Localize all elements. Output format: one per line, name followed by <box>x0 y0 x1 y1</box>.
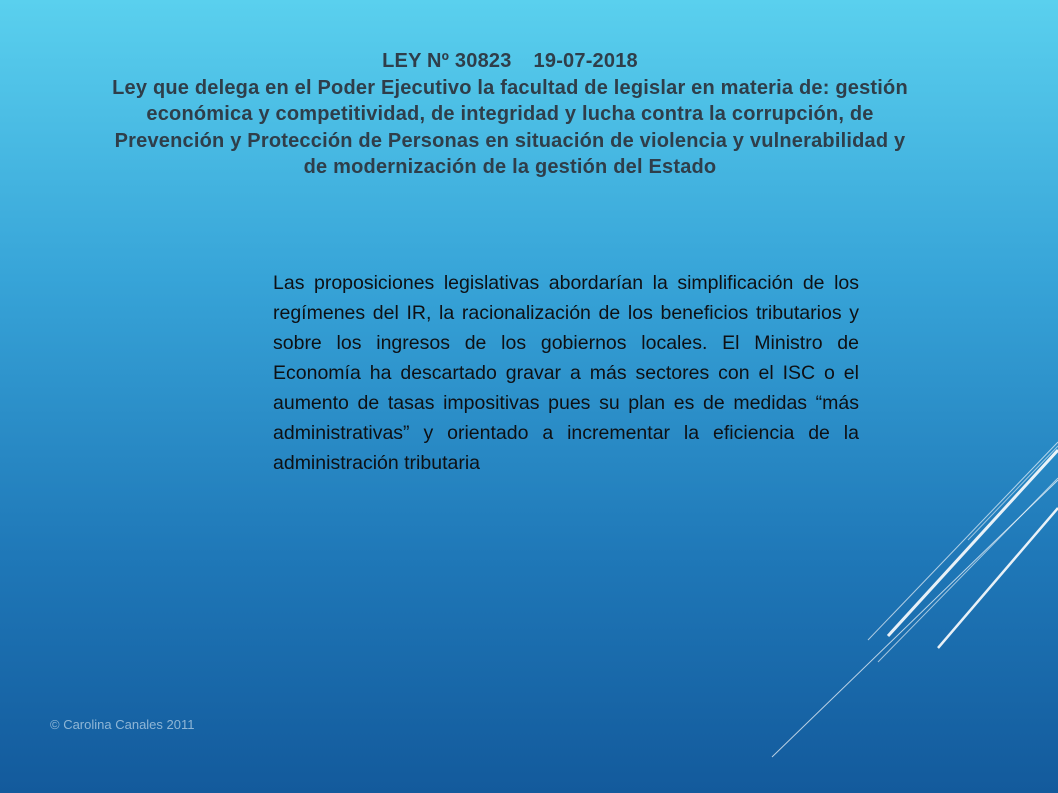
copyright-footer: © Carolina Canales 2011 <box>50 717 195 732</box>
slide-title <box>100 48 920 181</box>
decor-line-long <box>772 480 1058 757</box>
title-heading-line <box>100 48 920 75</box>
law-description: Ley que delega en el Poder Ejecutivo la facultad de legislar en materia de: gestión económica y competitividad, de integridad y lucha contra la corrupción, de Prevención y Protección de Personas en situación de violencia y vulnerabilidad y de modernización de la gestión del Estado <box>112 76 908 178</box>
decor-line-thick-2 <box>938 508 1058 648</box>
law-number: LEY Nº 30823 <box>382 50 512 72</box>
law-date: 19-07-2018 <box>533 50 638 72</box>
body-paragraph: Las proposiciones legislativas abordarían la simplificación de los regímenes del IR, la racionalización de los beneficios tributarios y sobre los ingresos de los gobiernos locales. El Ministro de Economía ha descartado gravar a más sectores con el ISC o el aumento de tasas impositivas pues su plan es de medidas “más administrativas” y orientado a incrementar la eficiencia de la administración tributaria <box>273 272 859 474</box>
